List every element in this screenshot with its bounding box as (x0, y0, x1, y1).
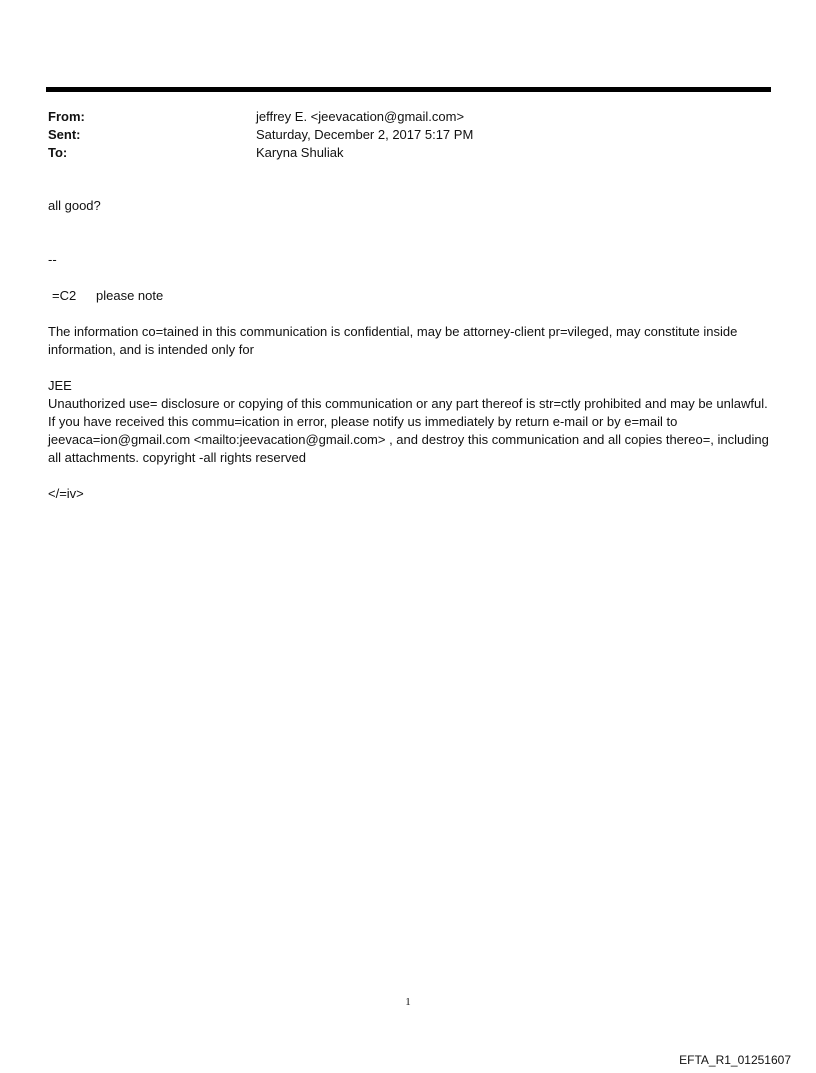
note-line (52, 287, 776, 305)
from-value: jeffrey E. <jeevacation@gmail.com> (256, 109, 465, 124)
note-text: please note (96, 288, 164, 303)
to-label: To: (48, 145, 68, 160)
signature-separator: -- (48, 252, 57, 267)
from-label: From: (48, 109, 85, 124)
to-row (48, 144, 768, 162)
email-header (48, 108, 768, 162)
sent-row (48, 126, 768, 144)
from-row (48, 108, 768, 126)
bates-number: EFTA_R1_01251607 (679, 1053, 791, 1067)
page-number: 1 (405, 996, 411, 1008)
closing-tag-text: </=iv> (48, 486, 84, 501)
unauthorized-use-paragraph: Unauthorized use= disclosure or copying of this communication or any part thereof is str=ctly prohibited and may be unlawful. If you have received this commu=ication in error, please notify us immediately by return e-mail or by e=mail to jeevaca=ion@gmail.com <mailto:jeevacation@gmail.com> , and destroy this communication and all copies thereo=, including all attachments. copyright -all rights reserved (48, 396, 769, 465)
greeting-text: all good? (48, 198, 101, 213)
sent-label: Sent: (48, 127, 81, 142)
to-value: Karyna Shuliak (256, 145, 344, 160)
header-divider-rule (46, 87, 771, 92)
sent-value: Saturday, December 2, 2017 5:17 PM (256, 127, 474, 142)
jee-label: JEE (48, 378, 72, 393)
confidentiality-paragraph: The information co=tained in this communication is confidential, may be attorney-client pr=vileged, may constitute inside information, and is intended only for (48, 324, 738, 357)
note-code: =C2 (52, 288, 77, 303)
